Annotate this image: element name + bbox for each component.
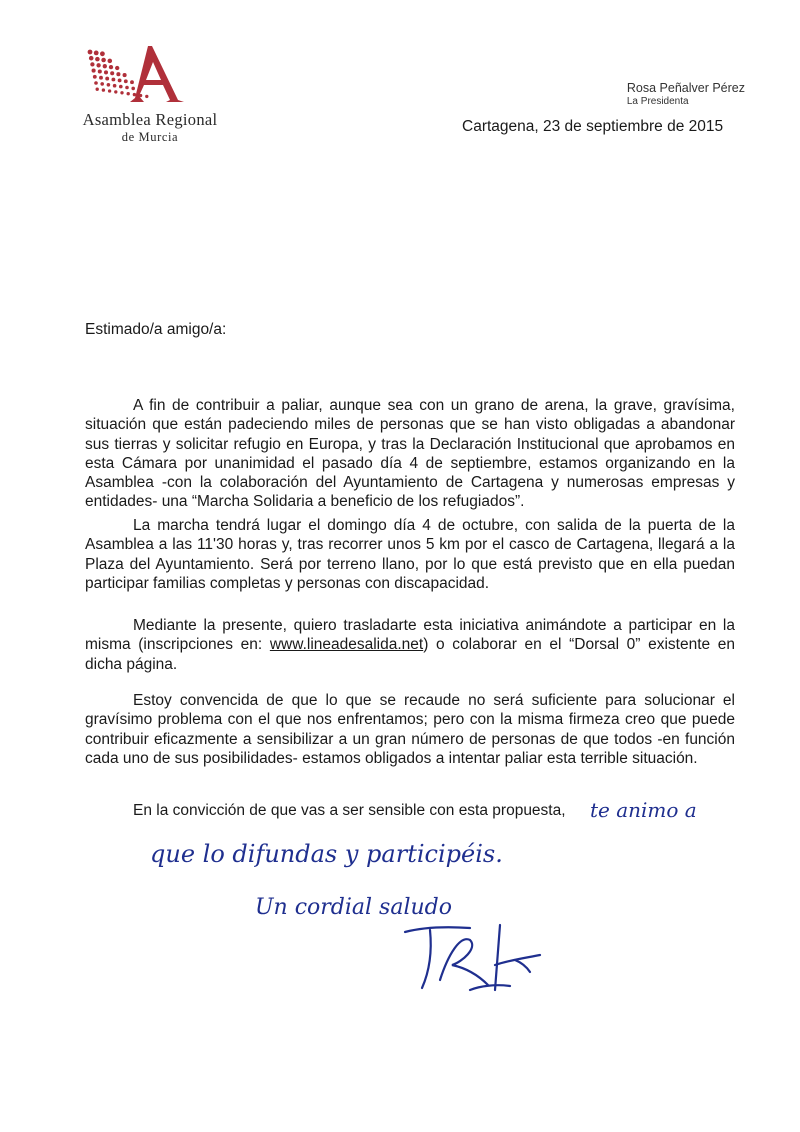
paragraph-2-text: La marcha tendrá lugar el domingo día 4 de octubre, con salida de la puerta de la Asamblea a las 11'30 horas y, tras recorrer unos 5 km por el casco de Cartagena, llegará a la Plaza del Ayuntamiento. Será por terreno llano, por lo que está previsto que en ella puedan participar familias completas y personas con discapacidad. <box>85 517 735 592</box>
closing-line: En la convicción de que vas a ser sensible con esta propuesta, <box>133 802 566 819</box>
inscription-link[interactable]: www.lineadesalida.net <box>269 636 424 654</box>
handwritten-line-1: te animo a <box>590 798 697 822</box>
salutation: Estimado/a amigo/a: <box>85 321 227 338</box>
letter-date: Cartagena, 23 de septiembre de 2015 <box>462 118 724 135</box>
paragraph-1-text: A fin de contribuir a paliar, aunque sea con un grano de arena, la grave, gravísima, situación que están padeciendo miles de personas que se han visto obligadas a abandonar sus tierras y solicitar refugio en Europa, y tras la Declaración Institucional que aprobamos en esta Cámara por unanimidad el pasado día 4 de septiembre, estamos organizando en la Asamblea -con la colaboración del Ayuntamiento de Cartagena y numerosas empresas y entidades- una “Marcha Solidaria a beneficio de los refugiados”. <box>85 397 735 511</box>
paragraph-3-before: Mediante la presente, quiero trasladarte esta iniciativa animándote a participar en la misma (inscripciones en: <box>85 617 735 654</box>
logo-name: Asamblea Regional <box>82 110 218 129</box>
handwritten-line-3: Un cordial saludo <box>255 895 452 920</box>
handwritten-line-2: que lo difundas y participéis. <box>150 840 503 868</box>
signature-icon <box>405 925 540 990</box>
paragraph-4-text: Estoy convencida de que lo que se recaude no será suficiente para solucionar el gravísimo problema con el que nos enfrentamos; pero con la misma firmeza creo que puede contribuir eficazmente a sensibilizar a un gran número de personas de que todos -en función cada uno de sus posibilidades- estamos obligados a intentar paliar esta terrible situación. <box>85 692 735 767</box>
paragraph-3-after: ) o colaborar en el “Dorsal 0” existente en dicha página. <box>85 636 736 673</box>
sender-name: Rosa Peñalver Pérez <box>626 81 745 95</box>
logo-subtitle: de Murcia <box>121 130 179 144</box>
sender-role: La Presidenta <box>626 96 689 107</box>
